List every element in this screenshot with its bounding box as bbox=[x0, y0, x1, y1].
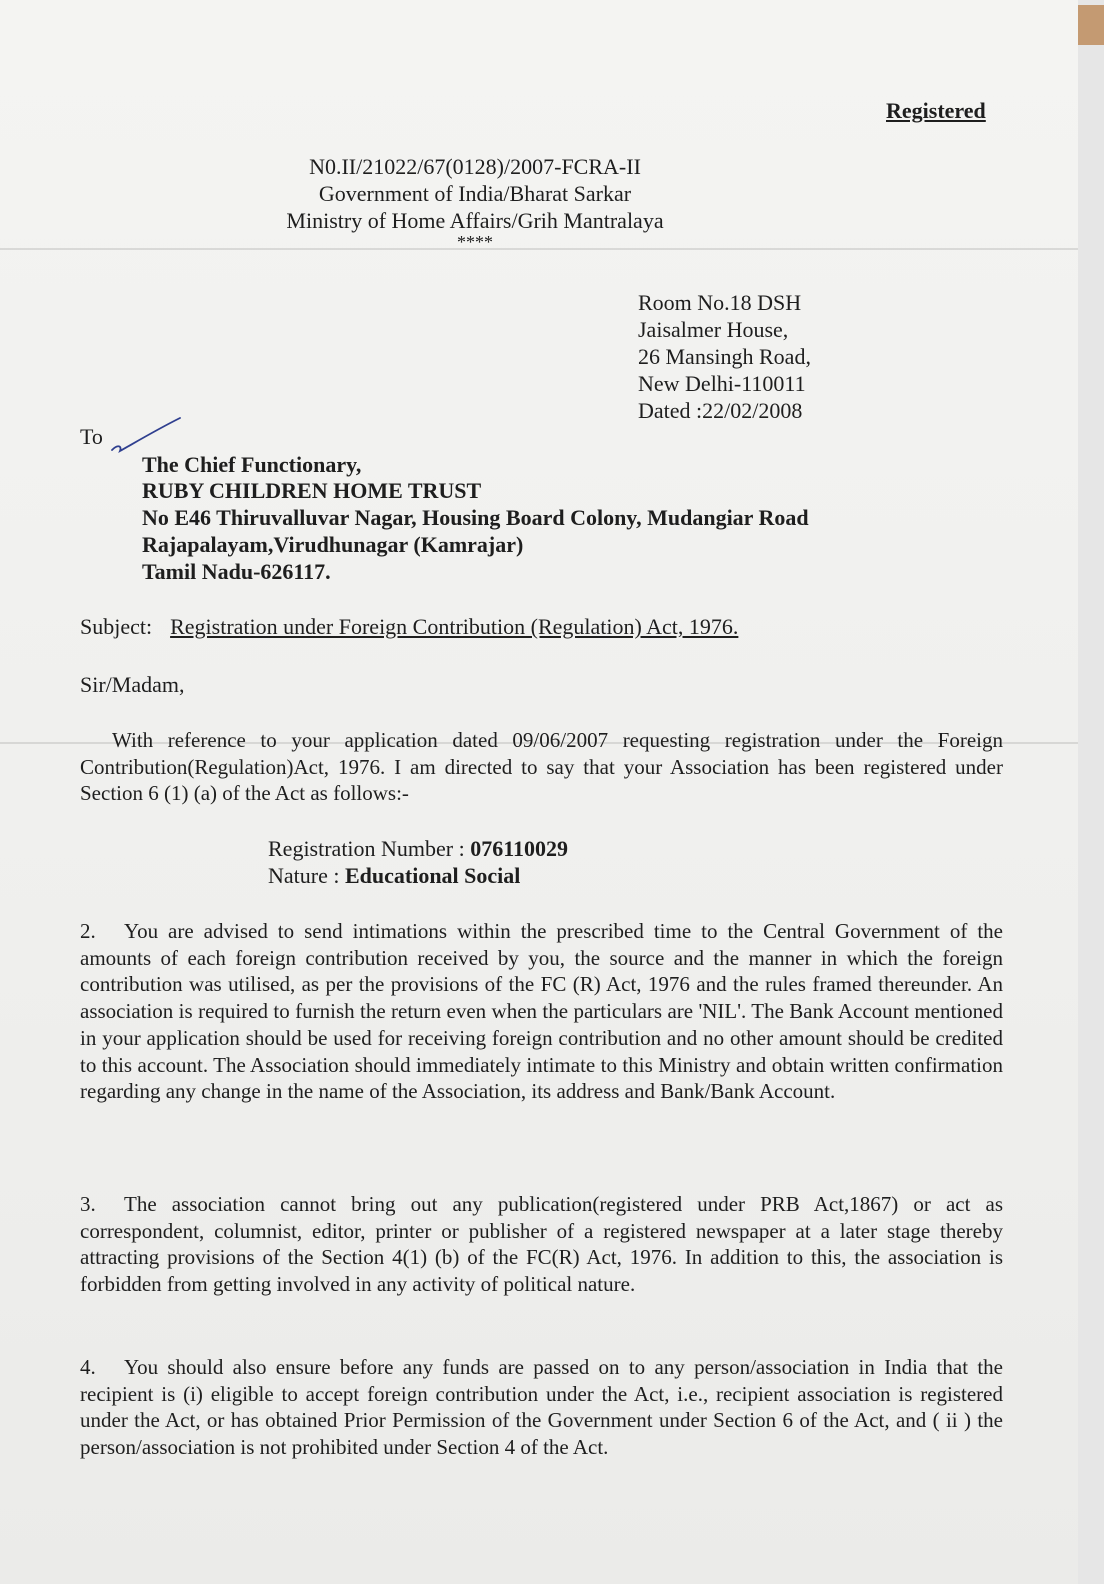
paragraph-2 bbox=[80, 918, 1003, 1105]
paragraph-number: 3. bbox=[80, 1192, 96, 1216]
registration-nature-value: Educational Social bbox=[344, 863, 521, 888]
recipient-address: No E46 Thiruvalluvar Nagar, Housing Board Colony, Mudangiar Road bbox=[142, 505, 809, 530]
address-line: Jaisalmer House, bbox=[638, 317, 789, 342]
government-line: Government of India/Bharat Sarkar bbox=[318, 181, 632, 206]
to-label: To bbox=[80, 424, 103, 449]
recipient-address: Rajapalayam,Virudhunagar (Kamrajar) bbox=[142, 532, 524, 557]
address-line: Room No.18 DSH bbox=[638, 290, 802, 315]
paragraph-3 bbox=[80, 1191, 1003, 1298]
registration-nature-label: Nature : bbox=[268, 863, 340, 888]
registration-nature bbox=[268, 863, 520, 889]
subject-label: Subject: bbox=[80, 614, 153, 639]
registration-number-value: 076110029 bbox=[470, 836, 569, 861]
address-line: New Delhi-110011 bbox=[638, 371, 806, 396]
address-line: 26 Mansingh Road, bbox=[638, 344, 811, 369]
paragraph-number: 2. bbox=[80, 919, 96, 943]
file-number: N0.II/21022/67(0128)/2007-FCRA-II bbox=[309, 154, 641, 179]
registration-number-label: Registration Number : bbox=[268, 836, 465, 861]
page-edge bbox=[1078, 0, 1104, 1584]
registration-number bbox=[268, 836, 568, 862]
letter-date: Dated :22/02/2008 bbox=[638, 398, 803, 423]
paragraph-4 bbox=[80, 1354, 1003, 1461]
recipient-name: RUBY CHILDREN HOME TRUST bbox=[142, 478, 482, 503]
page-edge-tab bbox=[1078, 5, 1104, 45]
paragraph-text: You should also ensure before any funds are passed on to any person/association in India that the recipient is (i) eligible to accept foreign contribution under the Act, i.e., recipient association is registered under the Act, or has obtained Prior Permission of the Government under Section 6 of the Act, and ( ii ) the person/association is not prohibited under Section 4 of the Act. bbox=[80, 1355, 1003, 1460]
paragraph-number: 4. bbox=[80, 1355, 96, 1379]
intro-paragraph: With reference to your application dated 09/06/2007 requesting registration under the Foreign Contribution(Regulation)Act, 1976. I am directed to say that your Association has been registered under Section 6 (1) (a) of the Act as follows:- bbox=[80, 728, 1003, 806]
recipient-line: The Chief Functionary, bbox=[142, 452, 362, 477]
header-separator: **** bbox=[457, 232, 493, 252]
ministry-line: Ministry of Home Affairs/Grih Mantralaya bbox=[286, 208, 664, 233]
pen-tick-mark bbox=[110, 416, 184, 456]
salutation: Sir/Madam, bbox=[80, 672, 185, 697]
paragraph-text: You are advised to send intimations within the prescribed time to the Central Government of the amounts of each foreign contribution received by you, the source and the manner in which the foreign contribution was utilised, as per the provisions of the FC (R) Act, 1976 and the rules framed thereunder. An association is required to furnish the return even when the particulars are 'NIL'. The Bank Account mentioned in your application should be used for receiving foreign contribution and no other amount should be credited to this account. The Association should immediately intimate to this Ministry and obtain written confirmation regarding any change in the name of the Association, its address and Bank/Bank Account. bbox=[80, 919, 1003, 1104]
subject-line bbox=[80, 614, 738, 640]
registered-label: Registered bbox=[886, 98, 986, 123]
recipient-address: Tamil Nadu-626117. bbox=[142, 559, 331, 584]
paragraph-text: The association cannot bring out any publication(registered under PRB Act,1867) or act as correspondent, columnist, editor, printer or publisher of a registered newspaper at a later stage thereby attracting provisions of the Section 4(1) (b) of the FC(R) Act, 1976. In addition to this, the association is forbidden from getting involved in any activity of political nature. bbox=[80, 1192, 1003, 1297]
subject-text: Registration under Foreign Contribution (Regulation) Act, 1976. bbox=[170, 614, 739, 639]
